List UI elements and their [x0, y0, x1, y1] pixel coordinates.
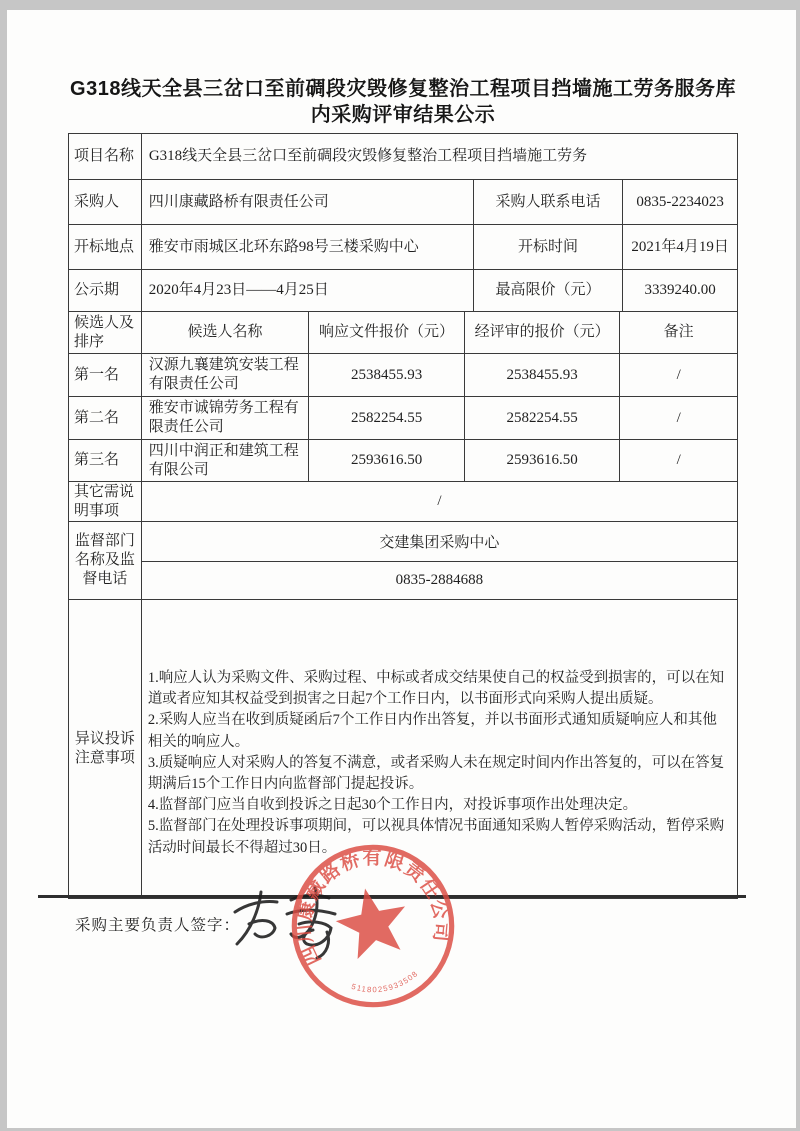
candidate-3-bid: 2593616.50: [308, 440, 464, 481]
candidate-bid-header: 响应文件报价（元）: [308, 312, 464, 353]
objection-item-5: 5.监督部门在处理投诉事项期间，可以视具体情况书面通知采购人暂停采购活动，暂停采购活动时间最长不得超过30日。: [147, 818, 725, 856]
venue-value: 雅安市雨城区北环东路98号三楼采购中心: [141, 225, 473, 269]
open-time-label: 开标时间: [473, 225, 623, 269]
candidate-1-rank: 第一名: [74, 366, 120, 383]
candidate-2-name: 雅安市诚锦劳务工程有限责任公司: [141, 397, 309, 439]
signature-label: 采购主要负责人签字：: [75, 917, 241, 934]
candidate-3-name: 四川中润正和建筑工程有限公司: [141, 440, 309, 481]
supervision-values: [141, 522, 737, 599]
title-line-2: 内采购评审结果公示: [310, 104, 496, 126]
candidate-name-header: 候选人名称: [141, 312, 308, 353]
table-row-candidate-2: [69, 396, 737, 439]
candidate-2-bid: 2582254.55: [308, 397, 464, 439]
table-row-supervision: [69, 521, 737, 599]
max-price-label: 最高限价（元）: [473, 270, 623, 311]
objection-item-3: 3.质疑响应人对采购人的答复不满意，或者采购人未在规定时间内作出答复的，可以在答复期满后15个工作日内向监督部门提起投诉。: [147, 754, 725, 793]
purchaser-phone-label: 采购人联系电话: [473, 180, 623, 224]
seal-company-name: 四川康藏路桥有限责任公司: [294, 847, 452, 969]
candidate-rank-header: 候选人及排序: [74, 314, 135, 350]
company-seal: [285, 838, 461, 1014]
table-row-candidate-header: [69, 311, 737, 353]
table-row-candidate-3: [69, 439, 737, 481]
table-row-purchaser: [69, 179, 737, 224]
purchaser-value: 四川康藏路桥有限责任公司: [141, 180, 473, 224]
candidate-3-remark: /: [619, 440, 737, 481]
document-page: [7, 10, 796, 1128]
project-name-value: G318线天全县三岔口至前碉段灾毁修复整治工程项目挡墙施工劳务: [141, 134, 737, 179]
title-line-1: G318线天全县三岔口至前碉段灾毁修复整治工程项目挡墙施工劳务服务库: [70, 78, 736, 100]
candidate-1-evaluated: 2538455.93: [464, 354, 620, 396]
candidate-evaluated-header: 经评审的报价（元）: [464, 312, 620, 353]
supervision-dept: 交建集团采购中心: [379, 534, 500, 551]
candidate-1-name: 汉源九襄建筑安装工程有限责任公司: [141, 354, 309, 396]
seal-star-icon: [330, 881, 413, 962]
candidate-remark-header: 备注: [619, 312, 737, 353]
candidate-2-evaluated: 2582254.55: [464, 397, 620, 439]
supervision-phone: 0835-2884688: [142, 561, 737, 600]
candidate-2-remark: /: [619, 397, 737, 439]
candidate-1-remark: /: [619, 354, 737, 396]
table-row-venue: [69, 224, 737, 269]
purchaser-phone-value: 0835-2234023: [622, 180, 737, 224]
table-row-publicity: [69, 269, 737, 311]
table-row-candidate-1: [69, 353, 737, 396]
objection-item-2: 2.采购人应当在收到质疑函后7个工作日内作出答复，并以书面形式通知质疑响应人和其他相关的响应人。: [147, 712, 717, 750]
venue-label: 开标地点: [74, 238, 135, 255]
supervision-label: 监督部门名称及监督电话: [74, 533, 135, 587]
candidate-1-bid: 2538455.93: [308, 354, 464, 396]
candidate-3-rank: 第三名: [74, 452, 120, 468]
publicity-value: 2020年4月23日——4月25日: [141, 270, 473, 311]
result-table: [68, 133, 738, 899]
candidate-2-rank: 第二名: [74, 409, 120, 426]
publicity-label: 公示期: [74, 282, 120, 298]
open-time-value: 2021年4月19日: [622, 225, 737, 269]
table-row-project: [69, 134, 737, 179]
objection-item-4: 4.监督部门应当自收到投诉之日起30个工作日内，对投诉事项作出处理决定。: [147, 797, 638, 814]
table-row-other-notes: [69, 481, 737, 521]
project-name-label: 项目名称: [74, 148, 135, 164]
other-notes-label: 其它需说明事项: [74, 483, 135, 519]
page-title: [68, 76, 738, 128]
candidate-3-evaluated: 2593616.50: [464, 440, 620, 481]
other-notes-value: /: [141, 482, 737, 521]
objection-item-1: 1.响应人认为采购文件、采购过程、中标或者成交结果使自己的权益受到损害的，可以在知道或者应知其权益受到损害之日起7个工作日内，以书面形式向采购人提出质疑。: [147, 670, 725, 708]
objection-label: 异议投诉注意事项: [74, 731, 135, 766]
purchaser-label: 采购人: [74, 193, 120, 210]
max-price-value: 3339240.00: [622, 270, 737, 311]
seal-number: 5118025933508: [350, 968, 420, 995]
